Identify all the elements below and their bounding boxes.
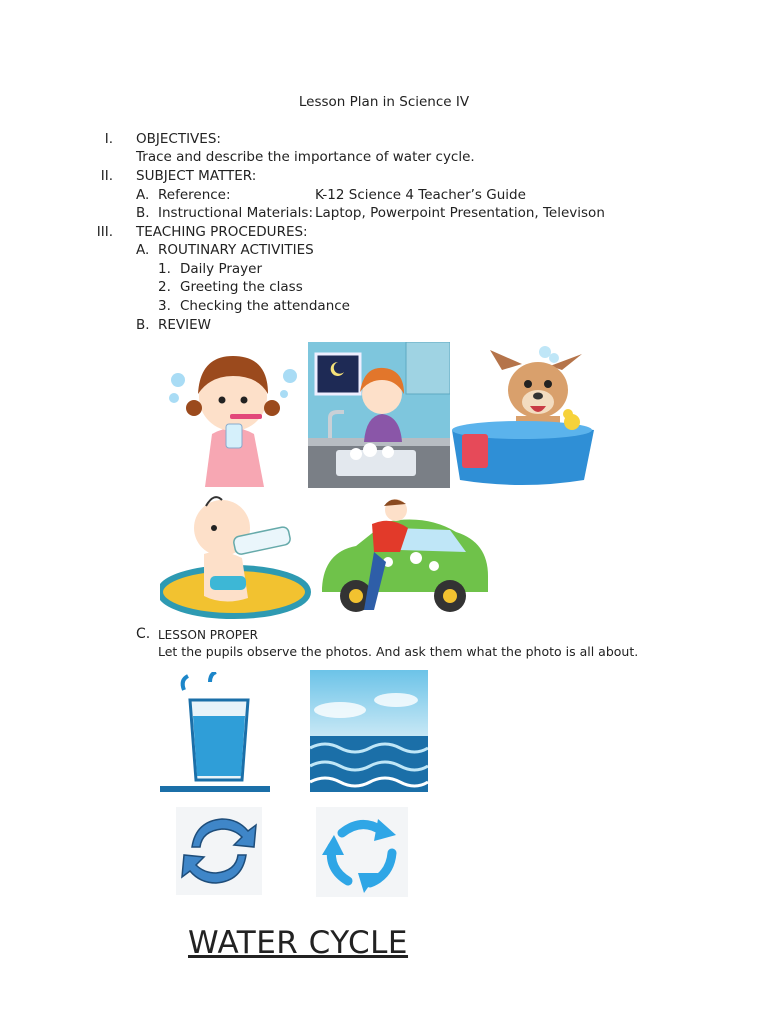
circular-arrows-icon (176, 807, 262, 895)
man-washing-car-illustration (316, 492, 490, 622)
review-heading: REVIEW (158, 317, 212, 333)
lesson-proper-text: Let the pupils observe the photos. And ask them what the photo is all about. (158, 644, 639, 659)
section-heading: SUBJECT MATTER: (136, 168, 257, 184)
routinary-heading: ROUTINARY ACTIVITIES (158, 242, 314, 258)
list-marker: C. (136, 626, 151, 642)
section-numeral: III. (96, 224, 113, 240)
dog-bathing-illustration (450, 342, 594, 488)
reference-value: K-12 Science 4 Teacher’s Guide (315, 187, 526, 203)
recycle-arrows-icon (316, 807, 408, 897)
list-marker: 2. (158, 279, 171, 295)
list-item: Daily Prayer (180, 261, 263, 277)
lesson-proper-heading: LESSON PROPER (158, 628, 258, 642)
section-numeral: I. (104, 131, 113, 147)
baby-drinking-water-illustration (160, 488, 314, 622)
materials-value: Laptop, Powerpoint Presentation, Televison (315, 205, 605, 221)
list-marker: A. (136, 242, 150, 258)
reference-label: Reference: (158, 187, 231, 203)
list-item: Checking the attendance (180, 298, 350, 314)
list-item: Greeting the class (180, 279, 303, 295)
objective-text: Trace and describe the importance of water cycle. (136, 149, 475, 165)
section-heading: OBJECTIVES: (136, 131, 221, 147)
list-marker: 3. (158, 298, 171, 314)
water-cycle-title: WATER CYCLE (188, 925, 409, 961)
woman-washing-dishes-illustration (308, 342, 450, 488)
list-marker: B. (136, 205, 150, 221)
materials-label: Instructional Materials: (158, 205, 313, 221)
list-marker: A. (136, 187, 150, 203)
list-marker: 1. (158, 261, 171, 277)
section-heading: TEACHING PROCEDURES: (136, 224, 308, 240)
girl-brushing-teeth-illustration (160, 342, 306, 488)
glass-of-water-illustration (160, 672, 270, 792)
list-marker: B. (136, 317, 150, 333)
document-title: Lesson Plan in Science IV (298, 94, 470, 110)
ocean-waves-illustration (310, 670, 428, 792)
section-numeral: II. (100, 168, 113, 184)
